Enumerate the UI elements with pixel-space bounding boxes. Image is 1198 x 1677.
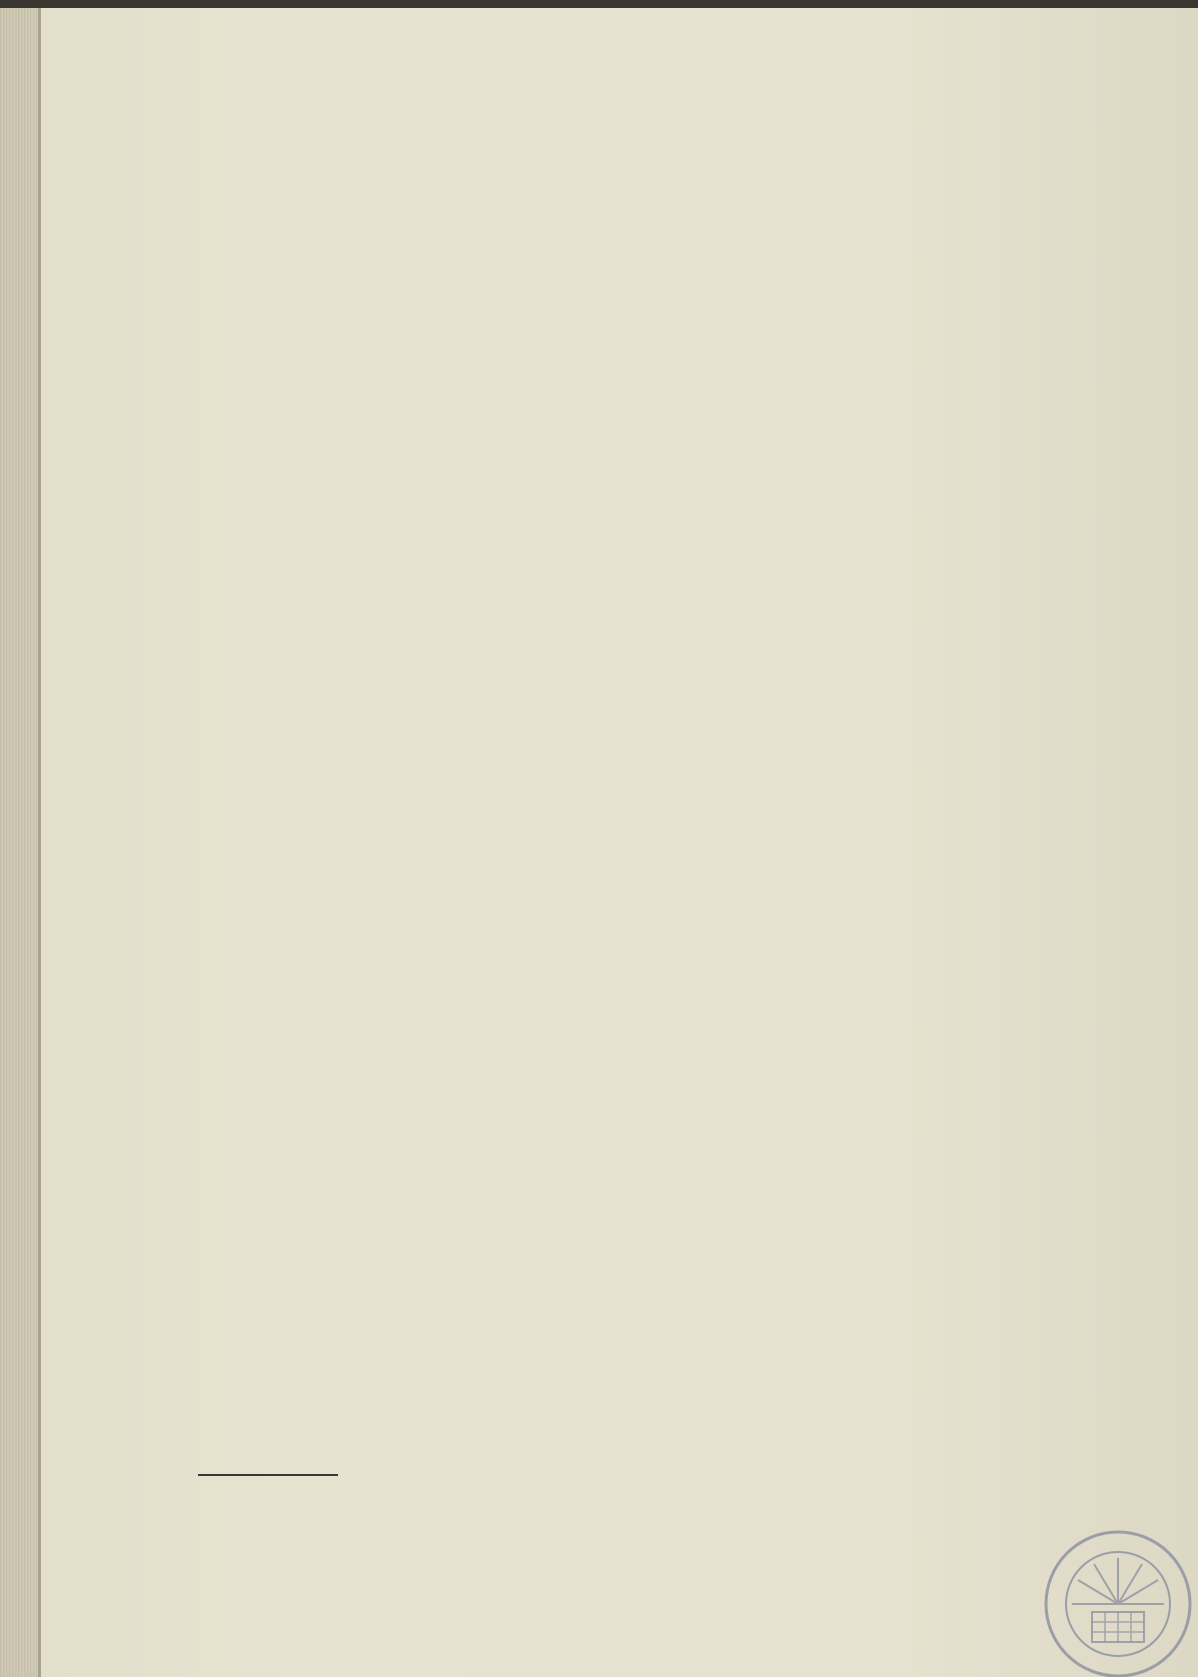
academy-seal-stamp <box>1042 1528 1194 1677</box>
scanned-page <box>0 8 1198 1677</box>
page-edge <box>38 8 41 1677</box>
nombramientos-intro <box>186 749 1041 778</box>
body-text-nombramientos <box>186 749 1041 785</box>
footnote-rule <box>198 1474 338 1476</box>
book-gutter <box>0 8 40 1677</box>
